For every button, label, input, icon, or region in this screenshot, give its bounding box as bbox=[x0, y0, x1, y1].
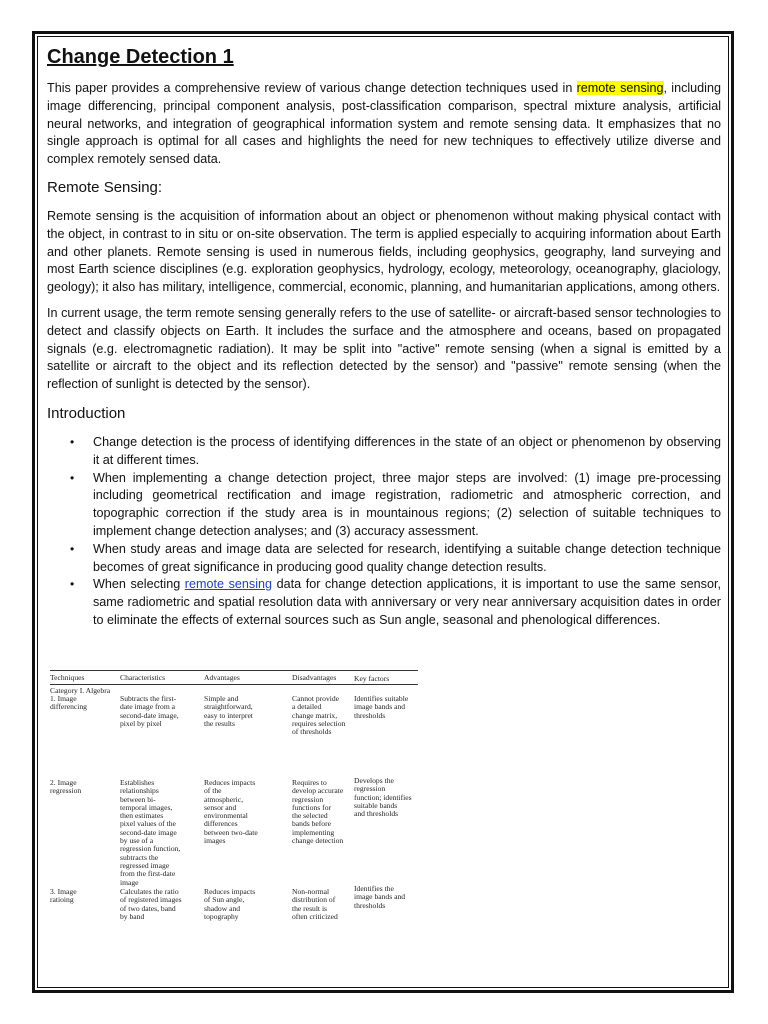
list-item: • When selecting remote sensing data for change detection applications, it is important to use the same sensor, same radiometric and spatial resolution data with anniversary or very near anniversary acquisition dates in order to eliminate the effects of external sources such as Sun angle, seasonal and phenological differences. bbox=[70, 577, 721, 627]
document-body bbox=[47, 44, 721, 630]
table-header-rule bbox=[50, 684, 418, 685]
table-row-3-disadvantages: Non-normal distribution of the result is often criticized bbox=[292, 887, 338, 921]
table-header-advantages: Advantages bbox=[204, 673, 240, 682]
table-top-rule bbox=[50, 670, 418, 671]
bullet-icon: • bbox=[70, 577, 75, 592]
table-row-2-technique: 2. Image regression bbox=[50, 778, 82, 796]
introduction-list bbox=[47, 434, 721, 630]
table-row-3-advantages: Reduces impacts of Sun angle, shadow and topography bbox=[204, 887, 256, 921]
bullet-icon: • bbox=[70, 434, 75, 449]
table-row-1-advantages: Simple and straightforward, easy to interpret the results bbox=[204, 694, 253, 728]
highlighted-remote-sensing: remote sensing bbox=[576, 81, 664, 95]
abstract-text-before: This paper provides a comprehensive review of various change detection techniques used in bbox=[47, 81, 577, 95]
table-row-2-advantages: Reduces impacts of the atmospheric, sensor and environmental differences between two-date images bbox=[204, 778, 258, 846]
list-item: • Change detection is the process of identifying differences in the state of an object or phenomenon by observing it at different times. bbox=[70, 434, 721, 467]
bullet-icon: • bbox=[70, 541, 75, 556]
table-row-1-technique: 1. Image differencing bbox=[50, 694, 87, 712]
abstract-paragraph bbox=[47, 80, 721, 169]
table-header-key-factors: Key factors bbox=[354, 674, 390, 683]
bullet-icon: • bbox=[70, 470, 75, 485]
table-row-3-characteristics: Calculates the ratio of registered images of two dates, band by band bbox=[120, 887, 182, 921]
table-row-1-disadvantages: Cannot provide a detailed change matrix, requires selection of thresholds bbox=[292, 694, 346, 737]
abstract-text-after: , including image differencing, principal component analysis, post-classification comparison, spectral mixture analysis, artificial neural networks, and integration of geographical information system and remote sensing data. It emphasizes that no single approach is optimal for all cases and highlights the need for new techniques to effectively utilize diverse and complex remotely sensed data. bbox=[47, 81, 721, 167]
table-row-2-key-factors: Develops the regression function; identifies suitable bands and thresholds bbox=[354, 776, 412, 819]
list-item: • When implementing a change detection project, three major steps are involved: (1) image pre-processing including geometrical rectification and image registration, radiometric and atmospheric correction, and topographic correction if the study area is in mountainous regions; (2) selection of suitable techniques to implement change detection analyses; and (3) accuracy assessment. bbox=[70, 470, 721, 538]
table-header-disadvantages: Disadvantages bbox=[292, 673, 337, 682]
table-row-2-characteristics: Establishes relationships between bi- temporal images, then estimates pixel values of the second-date image by use of a regression function, subtracts the regressed image from the first-date image bbox=[120, 778, 181, 887]
remote-sensing-link[interactable]: remote sensing bbox=[184, 577, 272, 592]
list-item: • When study areas and image data are selected for research, identifying a suitable change detection technique becomes of great significance in producing good quality change detection results. bbox=[70, 541, 721, 574]
table-header-characteristics: Characteristics bbox=[120, 673, 166, 682]
table-row-3-technique: 3. Image ratioing bbox=[50, 887, 77, 905]
table-row-2-disadvantages: Requires to develop accurate regression functions for the selected bands before implementing change detection bbox=[292, 778, 344, 846]
table-header-techniques: Techniques bbox=[50, 673, 85, 682]
introduction-heading: Introduction bbox=[47, 404, 126, 422]
table-category: Category I. Algebra bbox=[50, 686, 111, 695]
table-row-1-key-factors: Identifies suitable image bands and thresholds bbox=[354, 694, 409, 720]
remote-sensing-paragraph-1: Remote sensing is the acquisition of information about an object or phenomenon without making physical contact with the object, in contrast to in situ or on-site observation. The term is applied especially to acquiring information about Earth and other planets. Remote sensing is used in numerous fields, including geophysics, geography, land surveying and most Earth science disciplines (e.g. exploration geophysics, hydrology, ecology, meteorology, oceanography, glaciology, geology); it also has military, intelligence, commercial, economic, planning, and humanitarian applications, among others. bbox=[47, 208, 721, 295]
remote-sensing-paragraph-2: In current usage, the term remote sensing generally refers to the use of satellite- or aircraft-based sensor technologies to detect and classify objects on Earth. It includes the surface and the atmosphere and oceans, based on propagated signals (e.g. electromagnetic radiation). It may be split into "active" remote sensing (when a signal is emitted by a satellite or aircraft to the object and its reflection detected by the sensor) and "passive" remote sensing (when the reflection of sunlight is detected by the sensor). bbox=[47, 305, 721, 392]
table-row-3-key-factors: Identifies the image bands and thresholds bbox=[354, 884, 406, 910]
table-row-1-characteristics: Subtracts the first- date image from a second-date image, pixel by pixel bbox=[120, 694, 179, 728]
remote-sensing-heading: Remote Sensing: bbox=[47, 178, 163, 196]
document-title: Change Detection 1 bbox=[47, 46, 234, 68]
